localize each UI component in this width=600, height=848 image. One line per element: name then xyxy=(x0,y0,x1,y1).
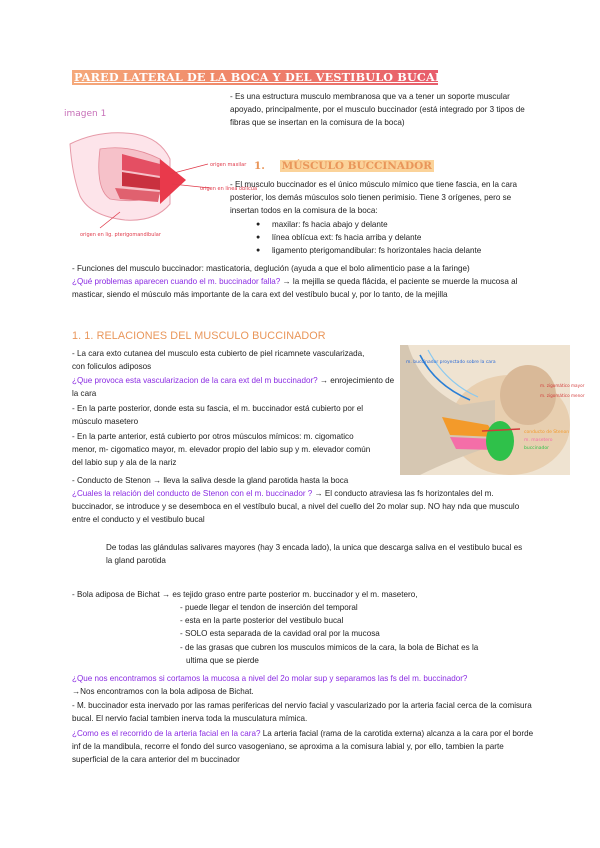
bichat-item: ultima que se pierde xyxy=(186,655,259,665)
functions-paragraph: - Funciones del musculo buccinador: masticatoria, deglución (ayuda a que el bolo alimenticio pase a la faringe) xyxy=(72,264,470,273)
image1-label: imagen 1 xyxy=(64,109,107,119)
origin-item: ● maxilar: fs hacia abajo y delante xyxy=(256,218,536,231)
intro-paragraph: - Es una estructura musculo membranosa que va a tener un soporte muscular apoyado, principalmente, por el musculo buccinador (está integrado por 3 tipos de fibras que se insertan en la comisura de la boca) xyxy=(230,92,525,128)
anatomy-label-zmenor: m. zigomático menor xyxy=(540,393,585,398)
origin-item: ● ligamento pterigomandibular: fs horizontales hacia delante xyxy=(256,244,536,257)
section11-p1: - La cara exto cutanea del musculo esta cubierto de piel ricamnete vascularizada, con foliculos adiposos xyxy=(72,349,365,372)
question3-block xyxy=(72,487,537,527)
anatomy-label-stenon: conducto de Stenon xyxy=(524,430,570,435)
section1-description: - El musculo buccinador es el único músculo mímico que tiene fascia, en la cara posterior, los demás músculos solo tienen perimisio. Tiene 3 orígenes, pero se insertan todos en la comisura de la boca: xyxy=(230,180,518,216)
sketch-label-oblicua: origen en línea oblícua xyxy=(200,186,258,192)
anatomy-label-buccinador: buccinador xyxy=(524,446,549,451)
salivary-note: De todas las glándulas salivares mayores (hay 3 encada lado), la unica que descarga saliva en el vestibulo bucal es la gland parotida xyxy=(106,543,523,566)
anatomy-image xyxy=(400,345,585,475)
bichat-intro: - Bola adiposa de Bichat → es tejido graso entre parte posterior m. buccinador y el m. masetero, xyxy=(72,590,418,599)
section11-p4: - Conducto de Stenon → lleva la saliva desde la gland parotida hasta la boca xyxy=(72,476,349,485)
section1-title: MÚSCULO BUCCINADOR xyxy=(281,160,433,172)
section1-number: 1. xyxy=(254,160,265,172)
question4: ¿Que nos encontramos si cortamos la mucosa a nivel del 2o molar sup y separamos las fs del m. buccinador? xyxy=(72,674,468,683)
question1-block xyxy=(72,275,532,301)
sketch-label-pterigo: origen en lig. pterigomandibular xyxy=(80,232,161,238)
bichat-item: - esta en la parte posterior del vestibulo bucal xyxy=(180,616,344,626)
question2: ¿Que provoca esta vascularizacion de la cara ext del m buccinador? xyxy=(72,376,318,385)
bichat-item: - SOLO esta separada de la cavidad oral por la mucosa xyxy=(180,629,380,639)
answer2: → enrojecimiento de la cara xyxy=(72,376,395,399)
bichat-list xyxy=(180,601,540,667)
section1-heading xyxy=(254,160,434,172)
question1: ¿Qué problemas aparecen cuando el m. buccinador falla? xyxy=(72,277,281,286)
section11-heading: 1. 1. RELACIONES DEL MUSCULO BUCCINADOR xyxy=(72,330,326,342)
bichat-item: - puede llegar el tendon de inserción del temporal xyxy=(180,603,358,612)
answer1: → la mejilla se queda flácida, el paciente se muerde la mucosa al masticar, siendo el músculo más importante de la cara ext del vestíbulo bucal y, por lo tanto, de la mejilla xyxy=(72,277,518,300)
origins-list xyxy=(256,218,536,258)
section11-p5: - M. buccinador esta inervado por las ramas perifericas del nervio facial y vascularizado por la arteria facial cerca de la comisura bucal. El nervio facial tambien inerva toda la musculatura mímica. xyxy=(72,701,532,724)
muscle-sketch-figure xyxy=(60,104,258,250)
question3: ¿Cuales la relación del conducto de Stenon con el m. buccinador ? xyxy=(72,489,313,498)
anatomy-label-masetero: m. masetero xyxy=(524,438,553,443)
page-title: PARED LATERAL DE LA BOCA Y DEL VESTIBULO BUCAL xyxy=(74,70,443,84)
question5-block xyxy=(72,727,537,767)
buccinator-sketch-image xyxy=(60,104,258,250)
question5: ¿Como es el recorrido de la arteria facial en la cara? xyxy=(72,729,261,738)
anatomy-label-proyeccion: m. buccinador proyectado sobre la cara xyxy=(406,360,496,365)
section11-p3: - En la parte anterior, está cubierto por otros músculos mímicos: m. cigomatico menor, m- cigomatico mayor, m. elevador propio del labio sup y m. elevador común del labio sup y ala de la nariz xyxy=(72,432,371,468)
answer3: → El conducto atraviesa las fs horizontales del m. buccinador, se introduce y se desemboca en el vestíbulo bucal, a nivel del cuello del 2o molar sup. NO hay nda que musculo entre el conducto y el vestibulo bucal xyxy=(72,489,520,525)
sketch-label-maxilar: origen maxilar xyxy=(210,162,247,168)
section11-p2: - En la parte posterior, donde esta su fascia, el m. buccinador está cubierto por el músculo masetero xyxy=(72,404,364,427)
anatomy-figure xyxy=(400,345,585,475)
anatomy-label-zmayor: m. zigomático mayor xyxy=(540,383,585,388)
origin-item: ● línea oblícua ext: fs hacia arriba y delante xyxy=(256,231,536,244)
question2-block xyxy=(72,374,397,400)
bichat-item: - de las grasas que cubren los musculos mimicos de la cara, la bola de Bichat es la xyxy=(180,642,479,652)
answer5: La arteria facial (rama de la carotida externa) alcanza a la cara por el borde inf de la mandibula, recorre el fondo del surco vasogeniano, se aproxima a la comisura labial y, por ello, tambien la parte superficial de la cara anterior del m buccinador xyxy=(72,729,534,765)
answer4: →Nos encontramos con la bola adiposa de Bichat. xyxy=(72,687,254,696)
